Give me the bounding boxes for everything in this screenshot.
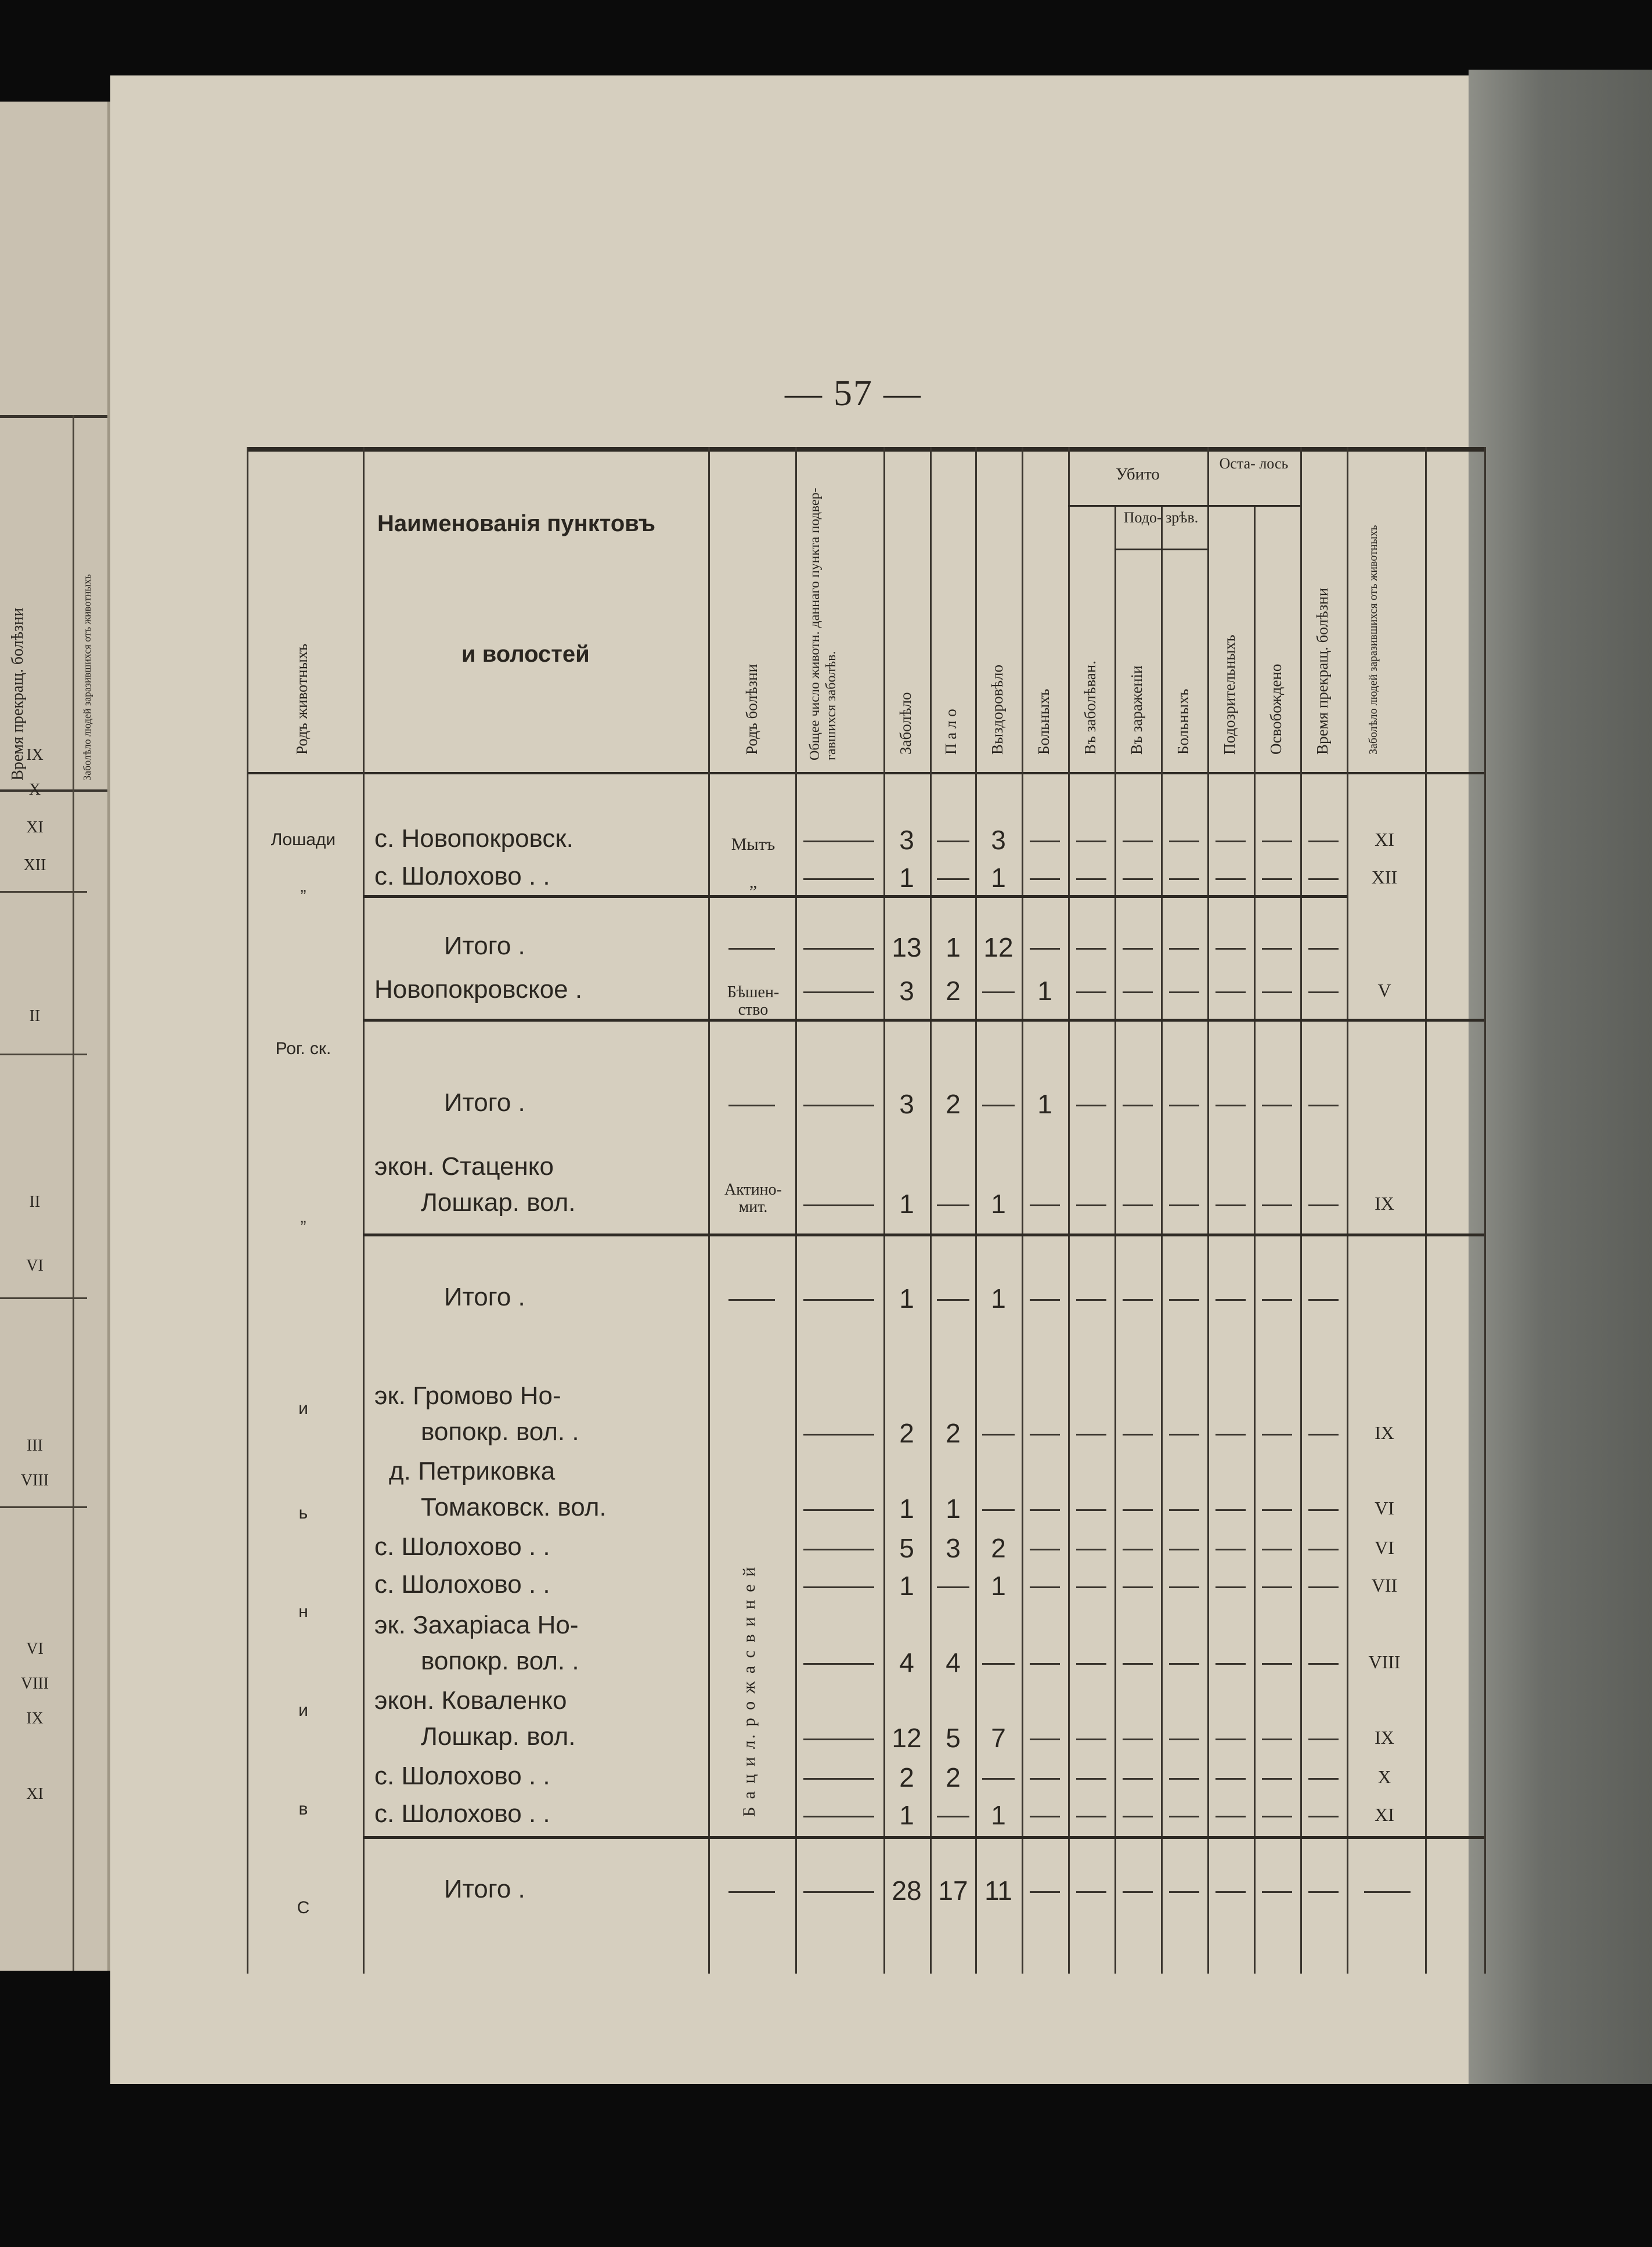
page-number: — 57 — — [785, 372, 922, 413]
cell-end-time: XII — [1371, 867, 1398, 888]
left-numeral: XI — [26, 818, 44, 836]
cell-dash — [1215, 878, 1246, 880]
cell-dash — [1262, 991, 1292, 993]
left-numeral: VIII — [20, 1675, 49, 1693]
cell-fell: 5 — [946, 1723, 961, 1753]
cell-dash — [1215, 1204, 1246, 1206]
cell-dash — [803, 1549, 874, 1550]
cell-dash — [1030, 1586, 1060, 1588]
cell-dash — [1308, 1663, 1339, 1665]
cell-killed: 1 — [1037, 976, 1052, 1006]
cell-dash — [1215, 1778, 1246, 1780]
cell-dash — [1262, 1816, 1292, 1817]
col-line — [1484, 447, 1486, 1974]
header-people-infected: Заболѣло людей заразившихся отъ животныхъ — [1367, 525, 1380, 755]
cell-dash — [1215, 1105, 1246, 1106]
left-rule — [0, 1054, 87, 1055]
cell-dash — [1308, 1434, 1339, 1436]
cell-dash — [1169, 1549, 1199, 1550]
animal-cattle-ditto: „ — [300, 1207, 306, 1227]
cell-dash — [1262, 1778, 1292, 1780]
cell-dash — [937, 1586, 969, 1588]
cell-dash — [1169, 1204, 1199, 1206]
left-numeral: XI — [26, 1785, 44, 1803]
cell-dash — [1123, 1739, 1153, 1740]
section-rule — [363, 1019, 1484, 1022]
cell-fell: 1 — [946, 1494, 961, 1524]
header-suspect: Подо- зрѣв. — [1123, 509, 1199, 526]
cell-dash — [1262, 1509, 1292, 1511]
cell-rec: 7 — [991, 1723, 1006, 1753]
disease-table — [247, 447, 1486, 1974]
cell-dash — [1169, 1299, 1199, 1301]
cell-dash — [1030, 1778, 1060, 1780]
cell-sick: 2 — [899, 1418, 914, 1448]
cell-dash — [1308, 841, 1339, 842]
cell-dash — [937, 1204, 969, 1206]
row-name-cont: вопокр. вол. . — [421, 1647, 579, 1675]
cell-dash — [937, 1299, 969, 1301]
cell-dash — [803, 1739, 874, 1740]
col-line — [1425, 447, 1427, 1974]
header-susp-infection: Въ зараженіи — [1128, 665, 1145, 755]
animal-horses: Лошади — [270, 830, 336, 849]
left-header-end-time: Время прекращ. болѣзни — [9, 608, 27, 781]
cell-dash — [728, 1891, 775, 1893]
row-name-cont: Томаковск. вол. — [421, 1493, 607, 1521]
row-name: с. Шолохово . . — [374, 1570, 550, 1599]
cell-dash — [1169, 1586, 1199, 1588]
left-rule — [0, 891, 87, 893]
header-animal: Родъ животныхъ — [293, 643, 311, 755]
cell-end-time: VI — [1375, 1537, 1394, 1558]
cell-sick: 13 — [892, 932, 922, 962]
book-page — [110, 75, 1469, 2084]
cell-dash — [803, 1816, 874, 1817]
cell-dash — [1215, 1739, 1246, 1740]
cell-dash — [1030, 1299, 1060, 1301]
col-line — [1022, 447, 1023, 1974]
cell-dash — [1030, 1549, 1060, 1550]
cell-dash — [1215, 841, 1246, 842]
col-line — [708, 447, 710, 1974]
cell-dash — [1123, 1204, 1153, 1206]
row-name: эк. Захаріаса Но- — [374, 1611, 579, 1639]
cell-fell: 2 — [946, 1762, 961, 1792]
cell-end-time: VII — [1371, 1575, 1398, 1596]
group-rule-killed — [1068, 505, 1207, 507]
cell-dash — [1262, 1299, 1292, 1301]
cell-sick: 2 — [899, 1762, 914, 1792]
cell-dash — [1262, 1434, 1292, 1436]
left-numeral: VIII — [20, 1471, 49, 1489]
header-rem-suspect: Подозрительныхъ — [1221, 634, 1238, 755]
animal-pigs-letter: ь — [298, 1503, 308, 1523]
header-fell: П а л о — [942, 709, 960, 755]
left-rule — [0, 1297, 87, 1299]
cell-dash — [1123, 1778, 1153, 1780]
col-line — [1347, 447, 1348, 1974]
cell-rec: 2 — [991, 1533, 1006, 1563]
cell-dash — [1123, 1549, 1153, 1550]
row-total-label: Итого . — [444, 1283, 525, 1311]
cell-dash — [1076, 1816, 1106, 1817]
cell-dash — [982, 1778, 1015, 1780]
cell-dash — [982, 1105, 1015, 1106]
cell-dash — [1076, 1739, 1106, 1740]
disease-rabies: Бѣшен- ство — [727, 983, 780, 1019]
section-rule — [363, 1233, 1484, 1236]
cell-fell: 3 — [946, 1533, 961, 1563]
cell-dash — [1076, 1299, 1106, 1301]
cell-fell: 2 — [946, 1089, 961, 1119]
header-killed: Убито — [1116, 465, 1160, 484]
cell-end-time: XI — [1375, 829, 1394, 850]
row-name: эк. Громово Но- — [374, 1382, 561, 1410]
cell-dash — [1308, 1739, 1339, 1740]
cell-dash — [1076, 1663, 1106, 1665]
cell-dash — [803, 878, 874, 880]
cell-dash — [1262, 1891, 1292, 1893]
row-name: с. Шолохово . . — [374, 1762, 550, 1790]
cell-end-time: IX — [1375, 1193, 1394, 1214]
cell-end-time: XI — [1375, 1804, 1394, 1825]
cell-sick: 1 — [899, 863, 914, 893]
cell-dash — [1169, 1434, 1199, 1436]
cell-dash — [1030, 1663, 1060, 1665]
cell-dash — [728, 1105, 775, 1106]
cell-dash — [1308, 1105, 1339, 1106]
cell-sick: 4 — [899, 1647, 914, 1678]
group-rule-remained — [1207, 505, 1300, 507]
cell-dash — [1308, 1299, 1339, 1301]
cell-end-time: IX — [1375, 1422, 1394, 1443]
disease-glanders-ditto: „ — [749, 872, 758, 892]
row-total-label: Итого . — [444, 1088, 525, 1117]
header-name-line1: Наименованія пунктовъ — [377, 511, 656, 536]
cell-sick: 12 — [892, 1723, 922, 1753]
disease-glanders: Мытъ — [731, 835, 775, 854]
header-end-time: Время прекращ. болѣзни — [1314, 587, 1331, 755]
cell-dash — [1215, 1509, 1246, 1511]
col-line — [795, 447, 797, 1974]
cell-dash — [1030, 1739, 1060, 1740]
cell-dash — [1123, 1299, 1153, 1301]
header-rem-sick: Больныхъ — [1174, 688, 1192, 755]
cell-dash — [803, 948, 874, 950]
cell-fell: 2 — [946, 976, 961, 1006]
col-line — [1207, 447, 1209, 1974]
cell-dash — [803, 1105, 874, 1106]
row-name-cont: Лошкар. вол. — [421, 1722, 576, 1751]
cell-fell: 4 — [946, 1647, 961, 1678]
cell-dash — [1076, 1549, 1106, 1550]
cell-end-time: X — [1377, 1766, 1391, 1787]
cell-dash — [1076, 1204, 1106, 1206]
cell-dash — [1169, 841, 1199, 842]
cell-dash — [1215, 991, 1246, 993]
cell-dash — [1262, 1204, 1292, 1206]
cell-dash — [1215, 1891, 1246, 1893]
cell-sick: 3 — [899, 976, 914, 1006]
book-cover-edge — [1469, 70, 1652, 2084]
cell-dash — [1262, 948, 1292, 950]
cell-dash — [1308, 1891, 1339, 1893]
cell-fell: 2 — [946, 1418, 961, 1448]
animal-pigs-letter: и — [298, 1701, 308, 1720]
cell-dash — [1123, 1509, 1153, 1511]
cell-dash — [1076, 1509, 1106, 1511]
cell-dash — [1123, 1663, 1153, 1665]
cell-dash — [1030, 1509, 1060, 1511]
cell-dash — [1262, 1739, 1292, 1740]
cell-dash — [1123, 878, 1153, 880]
cell-dash — [1169, 948, 1199, 950]
cell-dash — [1030, 1816, 1060, 1817]
disease-erysipelas: Б а ц и л. р о ж а с в и н е й — [740, 1565, 759, 1817]
cell-dash — [1308, 1816, 1339, 1817]
left-numeral: VI — [26, 1640, 44, 1658]
col-line — [1300, 447, 1302, 1974]
cell-end-time: VIII — [1368, 1651, 1401, 1672]
row-name: с. Новопокровск. — [374, 824, 573, 853]
col-line — [1254, 505, 1256, 1974]
cell-dash — [1076, 1586, 1106, 1588]
cell-dash — [1308, 948, 1339, 950]
cell-dash — [1123, 991, 1153, 993]
cell-dash — [1364, 1891, 1411, 1893]
left-numeral: IX — [26, 746, 44, 764]
cell-dash — [937, 841, 969, 842]
cell-dash — [1262, 1586, 1292, 1588]
cell-dash — [1169, 991, 1199, 993]
left-rule — [0, 1506, 87, 1508]
left-numeral: II — [29, 1007, 41, 1025]
cell-dash — [803, 1891, 874, 1893]
cell-dash — [803, 841, 874, 842]
cell-dash — [1030, 1434, 1060, 1436]
row-name: экон. Стаценко — [374, 1152, 554, 1181]
row-name: Новопокровское . — [374, 975, 583, 1004]
section-rule — [363, 895, 1347, 898]
cell-dash — [1262, 841, 1292, 842]
cell-dash — [1262, 1549, 1292, 1550]
left-page-header — [0, 415, 107, 792]
animal-pigs-letter: и — [298, 1399, 308, 1418]
col-line — [1114, 505, 1116, 1974]
cell-dash — [1262, 878, 1292, 880]
disease-actino: Актино- мит. — [724, 1181, 782, 1216]
left-page-fragment — [0, 102, 111, 1971]
cell-rec: 11 — [984, 1875, 1012, 1906]
cell-sick: 1 — [899, 1800, 914, 1830]
cell-dash — [1076, 948, 1106, 950]
cell-fell: 17 — [938, 1875, 968, 1906]
cell-dash — [937, 1816, 969, 1817]
cell-dash — [1123, 1434, 1153, 1436]
cell-dash — [728, 1299, 775, 1301]
cell-rec: 3 — [991, 825, 1006, 855]
row-name-cont: Лошкар. вол. — [421, 1188, 576, 1217]
cell-dash — [1169, 1891, 1199, 1893]
cell-dash — [1308, 1586, 1339, 1588]
row-total-label: Итого . — [444, 1875, 525, 1903]
left-divider — [73, 415, 74, 1971]
header-susp-disease: Въ заболѣван. — [1081, 661, 1099, 755]
cell-dash — [1215, 1816, 1246, 1817]
cell-dash — [1169, 1105, 1199, 1106]
row-name: с. Шолохово . . — [374, 1799, 550, 1828]
cell-dash — [1076, 1105, 1106, 1106]
cell-dash — [1169, 878, 1199, 880]
cell-end-time: IX — [1375, 1727, 1394, 1748]
row-name: д. Петриковка — [389, 1457, 556, 1485]
cell-dash — [1308, 1204, 1339, 1206]
cell-sick: 3 — [899, 825, 914, 855]
cell-dash — [1123, 1586, 1153, 1588]
animal-pigs-letter: С — [297, 1898, 310, 1917]
cell-rec: 1 — [991, 1571, 1006, 1601]
header-sick: Заболѣло — [897, 692, 914, 755]
cell-end-time: VI — [1375, 1498, 1394, 1519]
cell-fell: 1 — [946, 932, 961, 962]
left-numeral: II — [29, 1193, 41, 1211]
cell-dash — [937, 878, 969, 880]
col-line — [1161, 505, 1163, 1974]
cell-dash — [1308, 1549, 1339, 1550]
cell-dash — [1123, 1105, 1153, 1106]
cell-dash — [728, 948, 775, 950]
group-rule-suspect — [1114, 549, 1207, 550]
left-numeral: III — [27, 1437, 43, 1455]
row-name-cont: вопокр. вол. . — [421, 1418, 579, 1446]
cell-dash — [1215, 1299, 1246, 1301]
cell-dash — [982, 1509, 1015, 1511]
left-numeral: VI — [26, 1257, 44, 1275]
header-recovered: Выздоровѣло — [989, 665, 1006, 755]
row-total-label: Итого . — [444, 932, 525, 960]
cell-dash — [803, 1434, 874, 1436]
cell-dash — [1262, 1105, 1292, 1106]
cell-dash — [1076, 841, 1106, 842]
section-rule — [363, 1836, 1484, 1839]
left-numeral: XII — [23, 856, 46, 874]
cell-sick: 1 — [899, 1494, 914, 1524]
cell-dash — [1215, 1549, 1246, 1550]
left-numeral: X — [28, 781, 41, 799]
cell-dash — [1123, 948, 1153, 950]
cell-dash — [1076, 1434, 1106, 1436]
cell-rec: 1 — [991, 1189, 1006, 1219]
row-name: с. Шолохово . . — [374, 1532, 550, 1561]
cell-end-time: V — [1377, 980, 1391, 1001]
cell-dash — [1076, 1891, 1106, 1893]
cell-dash — [1308, 878, 1339, 880]
cell-dash — [1215, 1434, 1246, 1436]
cell-dash — [1123, 1891, 1153, 1893]
row-name: экон. Коваленко — [374, 1686, 567, 1715]
cell-dash — [1169, 1778, 1199, 1780]
cell-dash — [1215, 1586, 1246, 1588]
col-line — [1068, 447, 1070, 1974]
cell-dash — [1169, 1739, 1199, 1740]
cell-dash — [1262, 1663, 1292, 1665]
cell-dash — [1030, 841, 1060, 842]
animal-pigs-letter: н — [298, 1602, 308, 1621]
cell-dash — [982, 1663, 1015, 1665]
cell-dash — [1030, 948, 1060, 950]
cell-rec: 1 — [991, 1800, 1006, 1830]
cell-dash — [1030, 1204, 1060, 1206]
cell-dash — [1308, 991, 1339, 993]
cell-dash — [803, 1204, 874, 1206]
cell-dash — [1308, 1778, 1339, 1780]
cell-dash — [1169, 1663, 1199, 1665]
animal-cattle: Рог. ск. — [275, 1039, 331, 1058]
header-released: Освобождено — [1267, 663, 1285, 755]
cell-dash — [803, 1586, 874, 1588]
cell-rec: 1 — [991, 1283, 1006, 1314]
header-killed-sick: Больныхъ — [1035, 688, 1052, 755]
cell-sick: 1 — [899, 1283, 914, 1314]
cell-dash — [803, 1778, 874, 1780]
cell-dash — [1030, 1891, 1060, 1893]
cell-dash — [1030, 878, 1060, 880]
cell-dash — [1076, 991, 1106, 993]
cell-dash — [1215, 1663, 1246, 1665]
header-remained: Оста- лось — [1219, 455, 1289, 472]
header-name-line2: и волостей — [461, 641, 590, 667]
cell-dash — [803, 1663, 874, 1665]
cell-dash — [803, 991, 874, 993]
col-line — [363, 447, 365, 1974]
cell-dash — [1169, 1509, 1199, 1511]
animal-pigs-letter: в — [298, 1799, 308, 1819]
cell-dash — [1123, 841, 1153, 842]
cell-killed: 1 — [1037, 1089, 1052, 1119]
cell-dash — [1076, 1778, 1106, 1780]
row-name: с. Шолохово . . — [374, 862, 550, 890]
left-header-people: Заболѣло людей заразившихся отъ животныхъ — [81, 574, 93, 781]
cell-sick: 3 — [899, 1089, 914, 1119]
header-total-animals: Общее число животн. даннаго пункта подвер- гавшихся заболѣв. — [807, 488, 839, 760]
cell-sick: 1 — [899, 1189, 914, 1219]
cell-dash — [803, 1299, 874, 1301]
cell-dash — [982, 1434, 1015, 1436]
cell-sick: 5 — [899, 1533, 914, 1563]
cell-sick: 28 — [892, 1875, 922, 1906]
cell-dash — [1123, 1816, 1153, 1817]
cell-dash — [1215, 948, 1246, 950]
cell-dash — [1169, 1816, 1199, 1817]
left-numeral: IX — [26, 1709, 44, 1727]
cell-dash — [803, 1509, 874, 1511]
cell-rec: 12 — [983, 932, 1013, 962]
cell-dash — [982, 991, 1015, 993]
animal-horses-ditto: „ — [300, 877, 306, 896]
cell-dash — [1308, 1509, 1339, 1511]
cell-dash — [1076, 878, 1106, 880]
cell-rec: 1 — [991, 863, 1006, 893]
cell-sick: 1 — [899, 1571, 914, 1601]
header-disease: Родъ болѣзни — [743, 663, 760, 755]
